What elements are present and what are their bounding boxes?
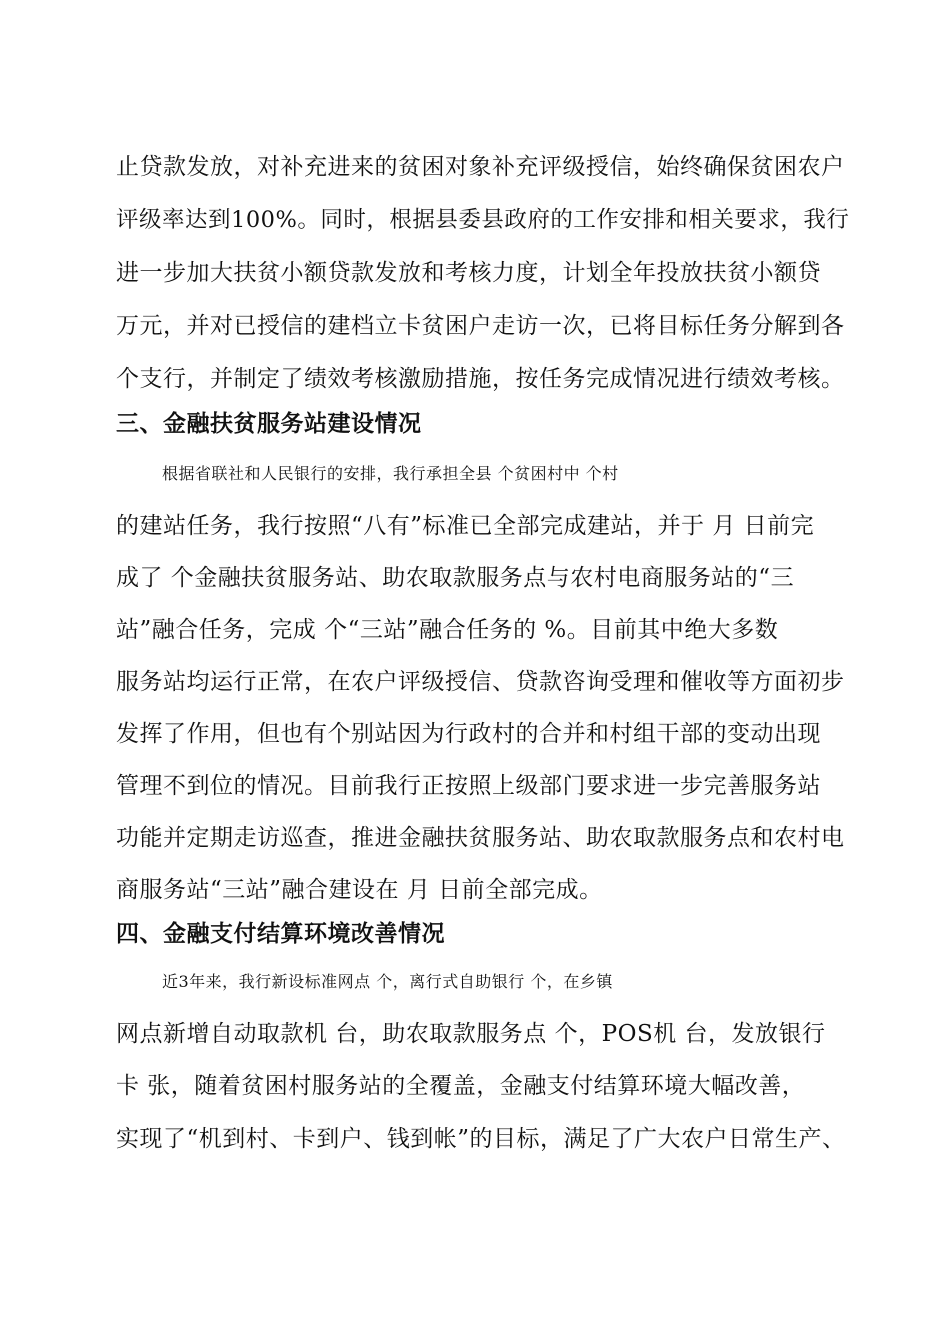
paragraph-first-line: 近3年来，我行新设标准网点 个，离行式自助银行 个，在乡镇 [162,972,613,991]
section-heading-3: 三、金融扶贫服务站建设情况 [116,411,422,437]
body-text-line: 进一步加大扶贫小额贷款发放和考核力度，计划全年投放扶贫小额贷 [116,260,821,286]
body-text-line: 功能并定期走访巡查，推进金融扶贫服务站、助农取款服务点和农村电 [116,825,845,851]
body-text-line: 万元，并对已授信的建档立卡贫困户走访一次，已将目标任务分解到各 [116,313,845,339]
body-text-line: 评级率达到100%。同时，根据县委县政府的工作安排和相关要求，我行 [116,207,850,233]
body-text-line: 的建站任务，我行按照“八有”标准已全部完成建站，并于 月 日前完 [116,513,815,539]
body-text-line: 网点新增自动取款机 台，助农取款服务点 个，POS机 台，发放银行 [116,1021,826,1047]
body-text-line: 个支行，并制定了绩效考核激励措施，按任务完成情况进行绩效考核。 [116,366,845,392]
body-text-line: 发挥了作用，但也有个别站因为行政村的合并和村组干部的变动出现 [116,721,821,747]
body-text-line: 止贷款发放，对补充进来的贫困对象补充评级授信，始终确保贫困农户 [116,154,845,180]
body-text-line: 卡 张，随着贫困村服务站的全覆盖，金融支付结算环境大幅改善， [116,1073,806,1099]
paragraph-first-line: 根据省联社和人民银行的安排，我行承担全县 个贫困村中 个村 [162,464,619,483]
body-text-line: 服务站均运行正常，在农户评级授信、贷款咨询受理和催收等方面初步 [116,669,845,695]
body-text-line: 成了 个金融扶贫服务站、助农取款服务点与农村电商服务站的“三 [116,565,795,591]
section-heading-4: 四、金融支付结算环境改善情况 [116,921,445,947]
body-text-line: 站”融合任务，完成 个“三站”融合任务的 %。目前其中绝大多数 [116,617,779,643]
body-text-line: 实现了“机到村、卡到户、钱到帐”的目标，满足了广大农户日常生产、 [116,1126,846,1152]
body-text-line: 管理不到位的情况。目前我行正按照上级部门要求进一步完善服务站 [116,773,821,799]
body-text-line: 商服务站“三站”融合建设在 月 日前全部完成。 [116,877,603,903]
